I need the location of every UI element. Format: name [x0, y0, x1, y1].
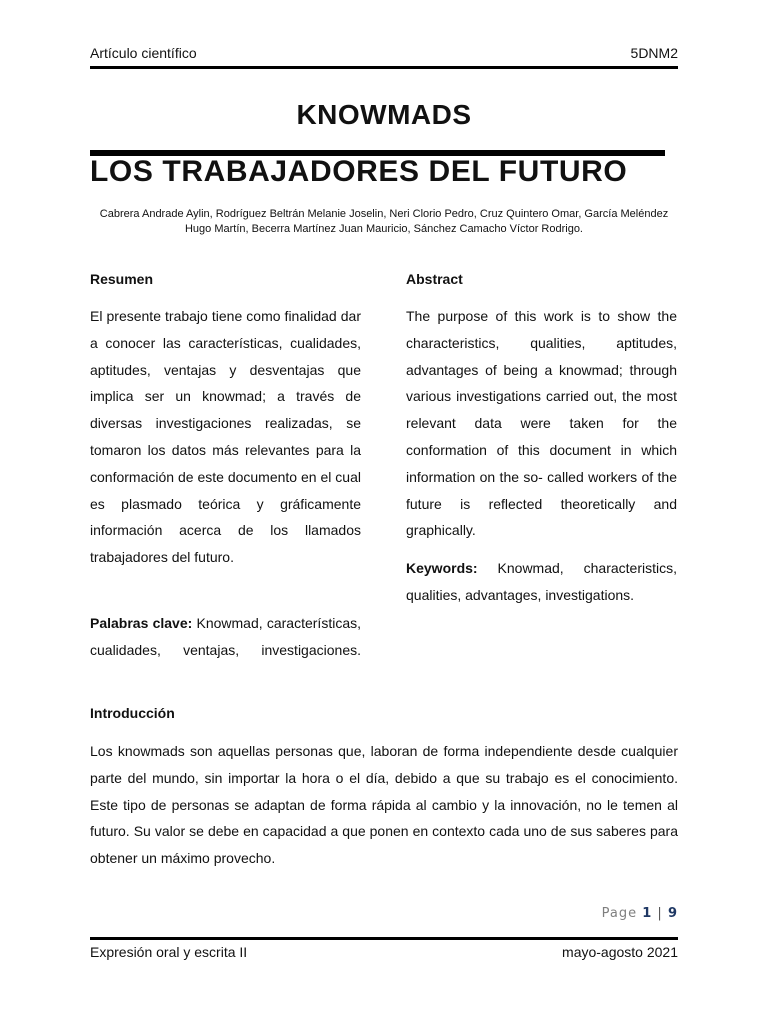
- header-divider: [90, 66, 678, 69]
- resumen-keywords: [90, 610, 361, 664]
- abstract-keywords-label: Keywords:: [406, 560, 478, 576]
- page-number-separator: |: [657, 906, 663, 921]
- introduccion-text: Los knowmads son aquellas personas que, laboran de forma independiente desde cualquier parte del mundo, sin importar la hora o el día, debido a que su trabajo es el conocimiento. Este tipo de personas se adaptan de forma rápida al cambio y la innovación, no le temen al futuro. Su valor se debe en capacidad a que ponen en contexto cada uno de sus saberes para obtener un máximo provecho.: [90, 743, 678, 867]
- footer-course: Expresión oral y escrita II: [90, 944, 248, 960]
- footer-period: mayo-agosto 2021: [562, 944, 678, 960]
- page-number-current: 1: [642, 906, 653, 921]
- abstract-keywords-values: Knowmad, characteristics, qualities, advantages, investigations.: [406, 560, 677, 603]
- document-subtitle: LOS TRABAJADORES DEL FUTURO: [90, 155, 628, 188]
- document-title: KNOWMADS: [296, 99, 472, 130]
- author-list: Cabrera Andrade Aylin, Rodríguez Beltrán Melanie Joselin, Neri Clorio Pedro, Cruz Quintero Omar, García Meléndez Hugo Martín, Becerra Martínez Juan Mauricio, Sánchez Camacho Víctor Rodrigo.: [99, 208, 669, 235]
- header-group-code: 5DNM2: [630, 45, 678, 61]
- introduccion-heading: Introducción: [90, 705, 175, 721]
- resumen-heading: Resumen: [90, 271, 154, 287]
- resumen-keywords-label: Palabras clave:: [90, 615, 193, 631]
- footer-divider: [90, 937, 678, 940]
- resumen-text: El presente trabajo tiene como finalidad dar a conocer las características, cualidades, aptitudes, ventajas y desventajas que implica ser un knowmad; a través de diversas investigaciones realizadas, se tomaron los datos más relevantes para la conformación de este documento en el cual es plasmado teórica y gráficamente información acerca de los llamados trabajadores del futuro.: [90, 308, 361, 566]
- page-number: [602, 906, 678, 921]
- page-number-word: Page: [601, 906, 638, 921]
- abstract-heading: Abstract: [406, 271, 463, 287]
- header-document-type: Artículo científico: [90, 45, 197, 61]
- abstract-keywords: [406, 555, 677, 609]
- page-number-total: 9: [667, 906, 678, 921]
- resumen-keywords-values: Knowmad, características, cualidades, ventajas, investigaciones.: [90, 615, 361, 658]
- abstract-text: The purpose of this work is to show the characteristics, qualities, aptitudes, advantages of being a knowmad; through various investigations carried out, the most relevant data were taken for the conformation of this document in which information on the so- called workers of the future is reflected theoretically and graphically.: [406, 308, 677, 539]
